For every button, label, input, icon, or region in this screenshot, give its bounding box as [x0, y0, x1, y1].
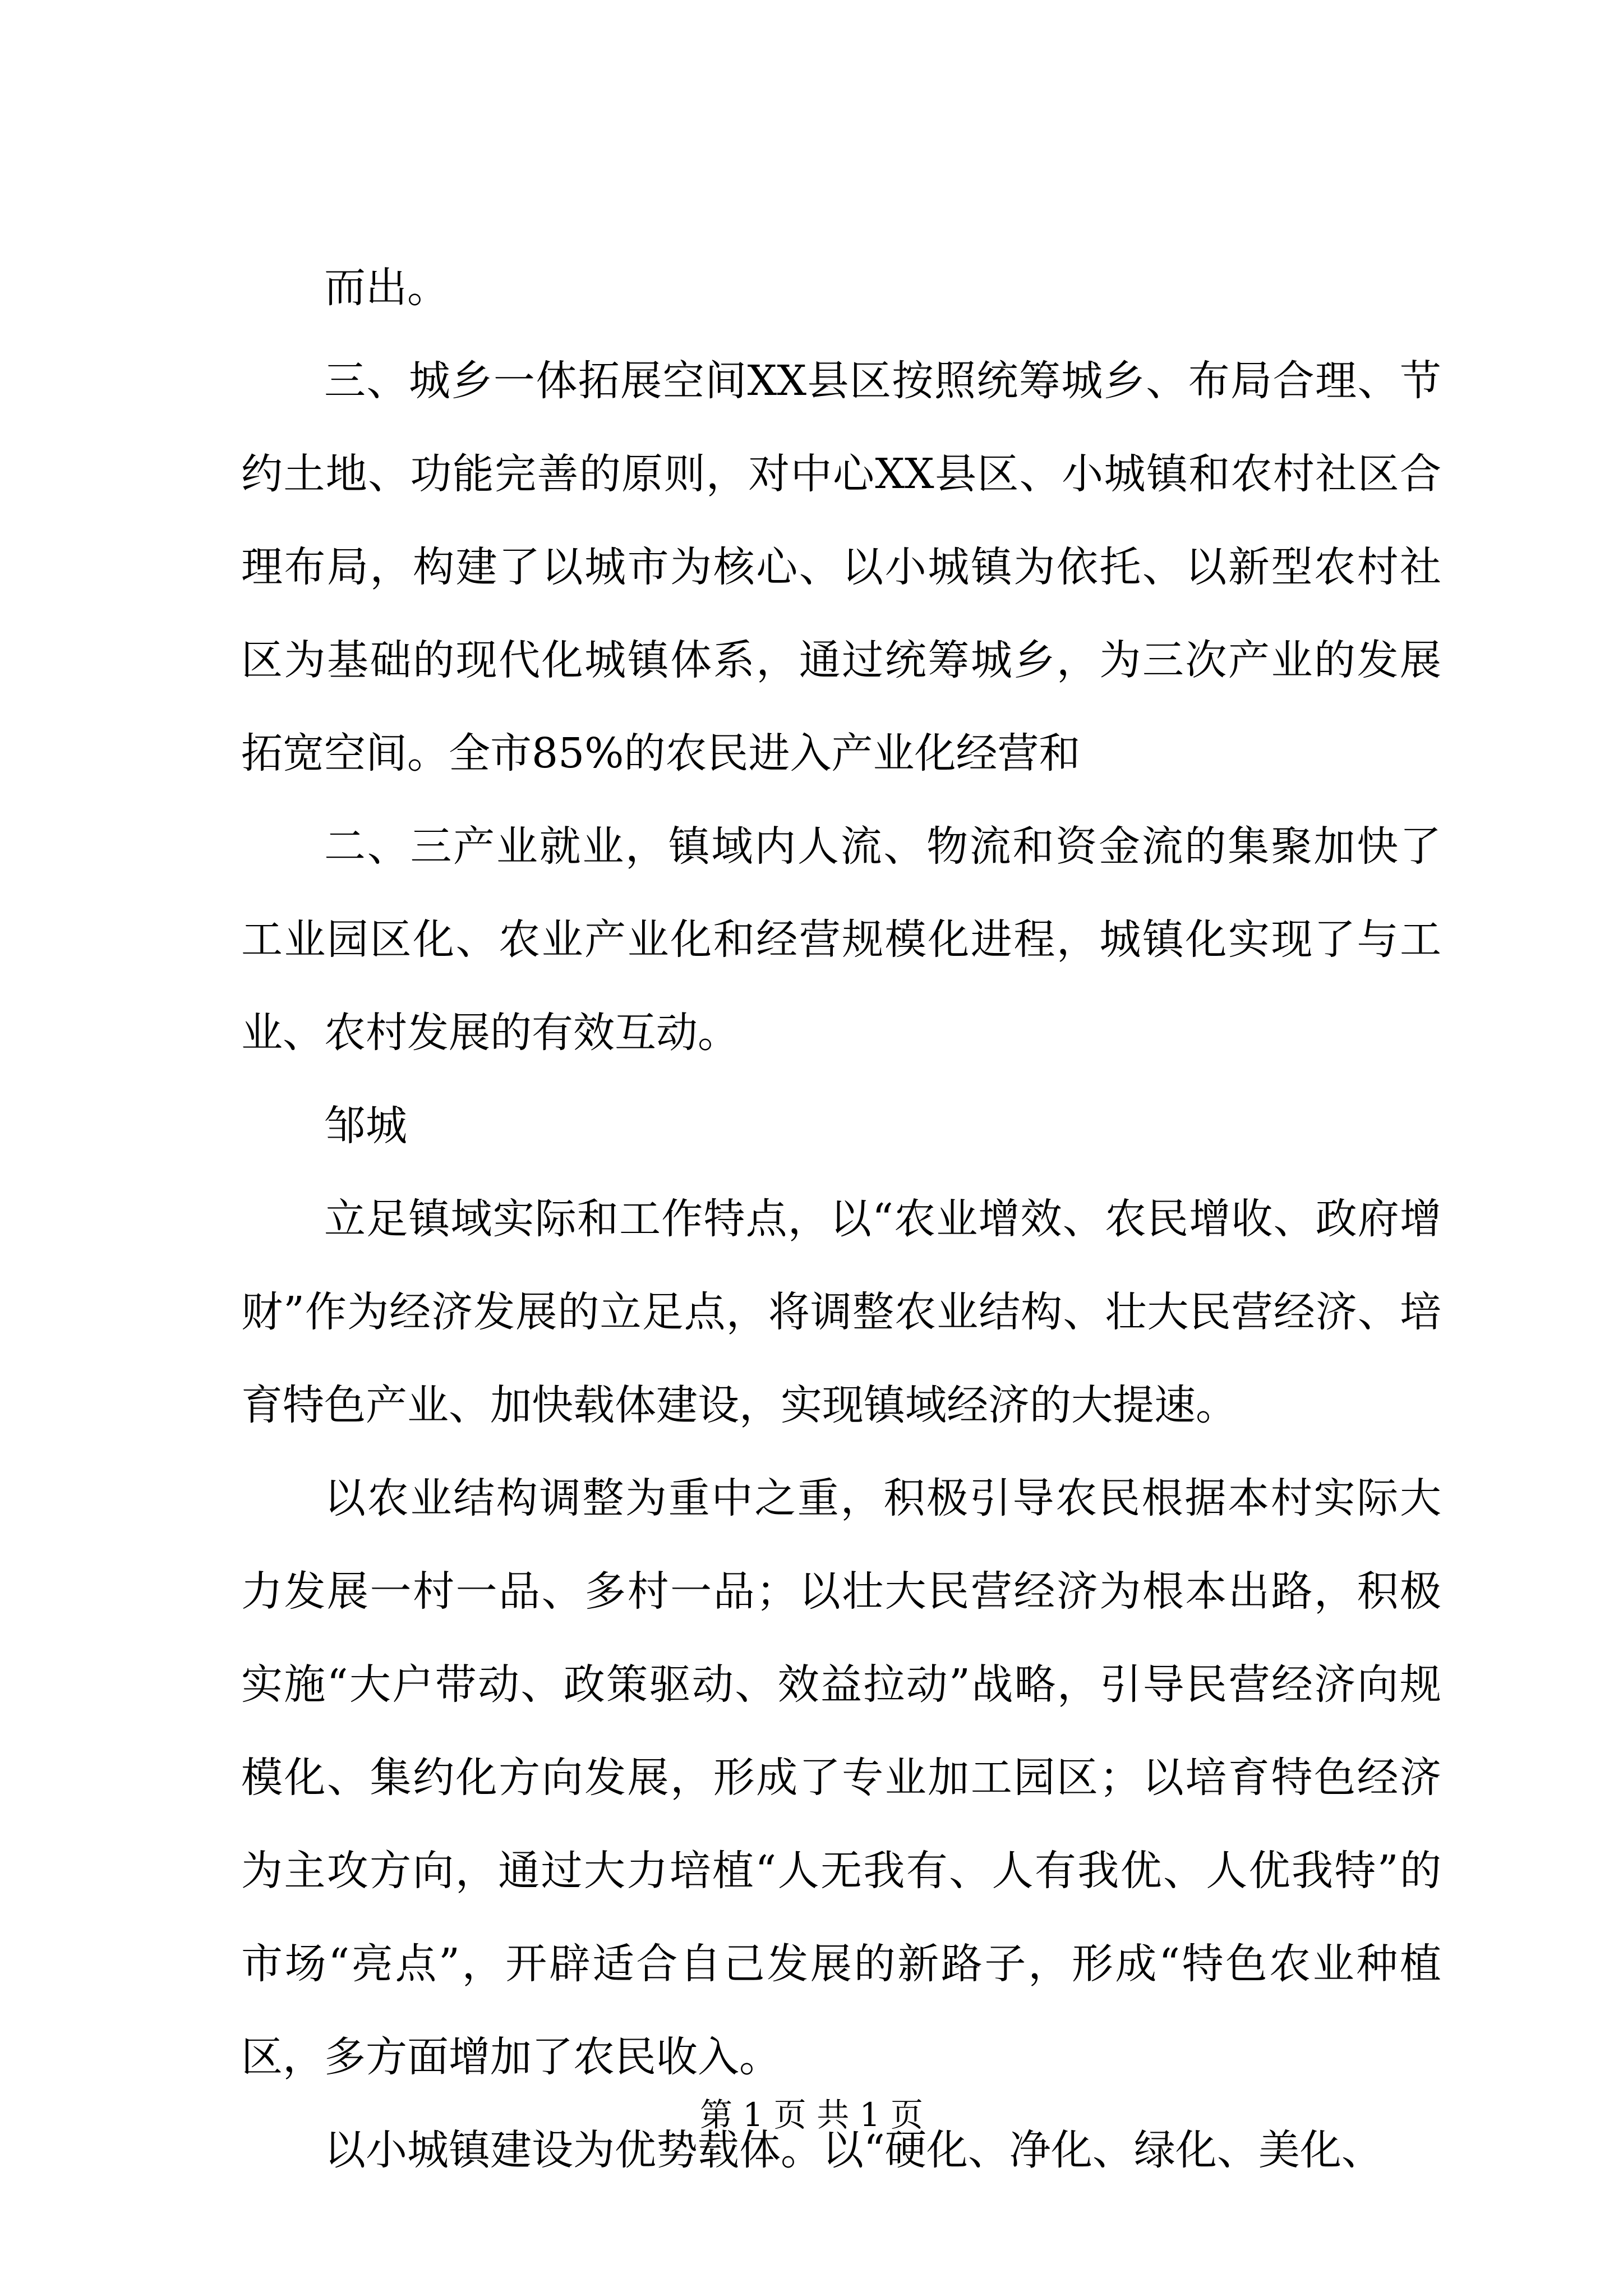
- paragraph: 立足镇域实际和工作特点，以“农业增效、农民增收、政府增财”作为经济发展的立足点，将调整农业结构、壮大民营经济、培育特色产业、加快载体建设，实现镇域经济的大提速。: [241, 1195, 1441, 1429]
- section-heading: 邹城: [324, 1102, 407, 1150]
- paragraph: 二、三产业就业，镇域内人流、物流和资金流的集聚加快了工业园区化、农业产业化和经营规模化进程，城镇化实现了与工业、农村发展的有效互动。: [241, 822, 1441, 1057]
- page-footer: 第 1 页 共 1 页: [700, 2096, 923, 2134]
- document-body: [241, 241, 1441, 2197]
- paragraph: 以小城镇建设为优势载体。以“硬化、净化、绿化、美化、: [324, 2126, 1383, 2174]
- paragraph: 三、城乡一体拓展空间XX县区按照统筹城乡、布局合理、节约土地、功能完善的原则，对中心XX县区、小城镇和农村社区合理布局，构建了以城市为核心、以小城镇为依托、以新型农村社区为基础的现代化城镇体系，通过统筹城乡，为三次产业的发展拓宽空间。全市85%的农民进入产业化经营和: [241, 357, 1441, 777]
- paragraph: 以农业结构调整为重中之重，积极引导农民根据本村实际大力发展一村一品、多村一品；以壮大民营经济为根本出路，积极实施“大户带动、政策驱动、效益拉动”战略，引导民营经济向规模化、集约化方向发展，形成了专业加工园区；以培育特色经济为主攻方向，通过大力培植“人无我有、人有我优、人优我特”的市场“亮点”，开辟适合自己发展的新路子，形成“特色农业种植区，多方面增加了农民收入。: [241, 1474, 1441, 2081]
- paragraph: 而出。: [324, 264, 449, 312]
